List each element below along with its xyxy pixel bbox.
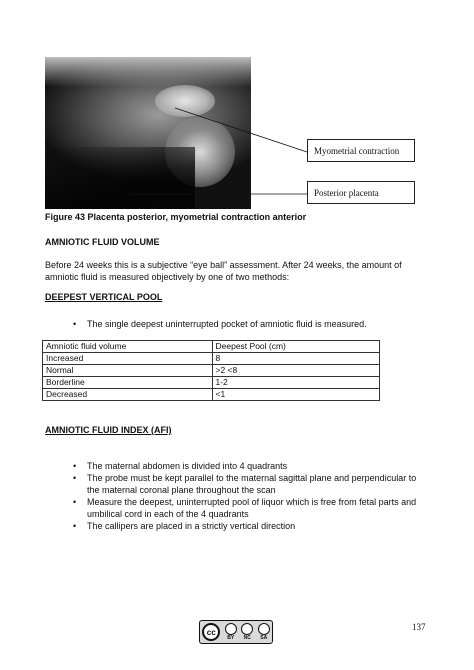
afi-bullet-3 (73, 496, 453, 520)
callout-myometrial-contraction-label: Myometrial contraction (314, 145, 400, 156)
cc-label-sa: SA (260, 635, 268, 641)
noncommercial-icon (241, 623, 253, 635)
table-header-cell: Amniotic fluid volume (43, 341, 213, 353)
dvp-bullet-text: The single deepest uninterrupted pocket of amniotic fluid is measured. (87, 319, 367, 329)
afi-bullet-1-text: The maternal abdomen is divided into 4 quadrants (87, 461, 288, 471)
table-header-cell: Deepest Pool (cm) (212, 341, 380, 353)
cc-sa-group (258, 623, 270, 641)
dvp-bullet (73, 318, 403, 330)
table-row (43, 353, 380, 365)
table-row (43, 389, 380, 401)
table-header-row (43, 341, 380, 353)
callout-posterior-placenta-label: Posterior placenta (314, 187, 379, 198)
page-number: 137 (412, 622, 426, 632)
afi-bullet-4-text: The callipers are placed in a strictly vertical direction (87, 521, 296, 531)
table-cell: 1-2 (212, 377, 380, 389)
table-cell: >2 <8 (212, 365, 380, 377)
table-row (43, 365, 380, 377)
table-cell: Normal (43, 365, 213, 377)
afi-bullet-1 (73, 460, 433, 472)
table-row (43, 377, 380, 389)
afv-paragraph-line-2: amniotic fluid is measured objectively by one of two methods: (45, 272, 290, 282)
deepest-pool-table (42, 340, 380, 401)
table-cell: <1 (212, 389, 380, 401)
figure-caption: Figure 43 Placenta posterior, myometrial contraction anterior (45, 212, 307, 222)
table-cell: Decreased (43, 389, 213, 401)
afi-bullet-4 (73, 520, 433, 532)
creative-commons-badge (199, 620, 273, 644)
afv-paragraph-line-1: Before 24 weeks this is a subjective “eye ball” assessment. After 24 weeks, the amount of (45, 260, 402, 270)
table-cell: Borderline (43, 377, 213, 389)
afi-bullet-2-text-line-1: The probe must be kept parallel to the maternal sagittal plane and perpendicular to (87, 473, 417, 483)
cc-label-by: BY (227, 635, 235, 641)
cc-label-nc: NC (243, 635, 251, 641)
bullet-glyph: • (73, 319, 77, 329)
attribution-icon (225, 623, 237, 635)
heading-amniotic-fluid-index: AMNIOTIC FLUID INDEX (AFI) (45, 425, 172, 435)
afi-bullet-2 (73, 472, 453, 496)
afi-bullet-2-text-line-2: the maternal coronal plane throughout the scan (87, 485, 276, 495)
pointer-line-contraction (175, 108, 307, 152)
cc-logo-icon: cc (202, 623, 220, 641)
table-cell: 8 (212, 353, 380, 365)
bullet-glyph: • (73, 473, 77, 483)
afi-bullet-3-text-line-1: Measure the deepest, uninterrupted pool of liquor which is free from fetal parts and (87, 497, 417, 507)
bullet-glyph: • (73, 461, 77, 471)
heading-deepest-vertical-pool: DEEPEST VERTICAL POOL (45, 292, 163, 302)
table-cell: Increased (43, 353, 213, 365)
afi-bullet-3-text-line-2: umbilical cord in each of the 4 quadrants (87, 509, 249, 519)
share-alike-icon (258, 623, 270, 635)
cc-by-group (225, 623, 237, 641)
bullet-glyph: • (73, 497, 77, 507)
callout-myometrial-contraction (307, 139, 415, 162)
cc-nc-group (241, 623, 253, 641)
bullet-glyph: • (73, 521, 77, 531)
callout-posterior-placenta (307, 181, 415, 204)
heading-amniotic-fluid-volume: AMNIOTIC FLUID VOLUME (45, 237, 160, 247)
